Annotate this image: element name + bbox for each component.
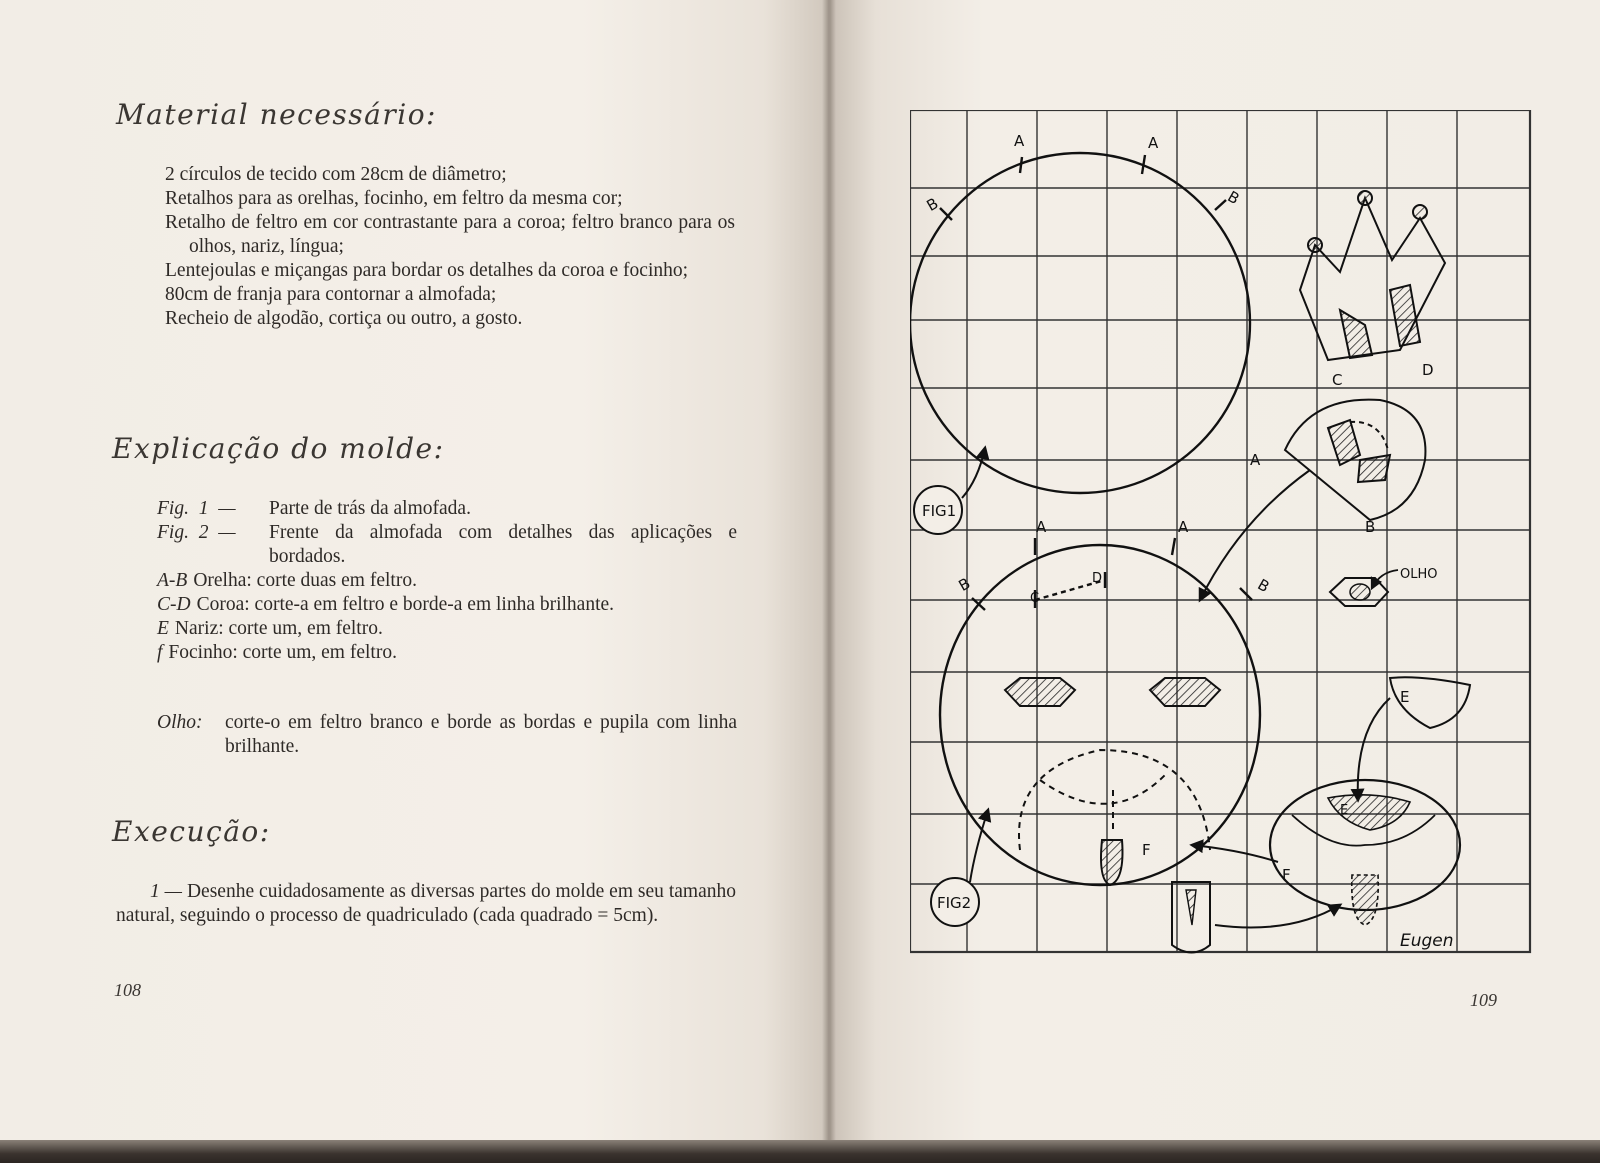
artist-signature: Eugen bbox=[1400, 931, 1454, 951]
ear-arrow bbox=[1200, 470, 1310, 600]
materials-list bbox=[165, 163, 735, 331]
snout-arrow bbox=[1192, 845, 1278, 862]
material-item: 80cm de franja para contornar a almofada; bbox=[165, 284, 497, 305]
tongue-arrow bbox=[1215, 905, 1340, 928]
label-c-fig2: C bbox=[1030, 591, 1040, 606]
mold-item-text: Orelha: corte duas em feltro. bbox=[193, 570, 417, 591]
fig1-badge-text: FIG1 bbox=[922, 502, 957, 520]
label-d-crown: D bbox=[1422, 361, 1434, 379]
mold-item-text: Nariz: corte um, em feltro. bbox=[174, 618, 383, 639]
mold-item-key: E bbox=[157, 618, 169, 639]
page-bottom-edge bbox=[0, 1140, 1600, 1163]
label-d-fig2: D bbox=[1092, 571, 1103, 586]
material-item: Retalhos para as orelhas, focinho, em feltro da mesma cor; bbox=[165, 188, 623, 209]
label-b-ear: B bbox=[1365, 518, 1376, 536]
mold-item bbox=[157, 641, 737, 665]
pattern-figure bbox=[910, 110, 1540, 960]
fig1-back-circle bbox=[910, 153, 1250, 493]
mold-item-key: f bbox=[157, 642, 163, 663]
tongue-detail bbox=[1186, 890, 1196, 925]
fig2-arrow bbox=[970, 810, 988, 882]
mold-heading: Explicação do molde: bbox=[112, 432, 445, 465]
mold-item bbox=[157, 497, 737, 521]
eye-note bbox=[157, 711, 737, 759]
page-number-left: 108 bbox=[114, 980, 141, 1000]
snout-tongue bbox=[1352, 875, 1378, 925]
fig2-front-circle bbox=[940, 538, 1260, 885]
mold-item bbox=[157, 617, 737, 641]
label-e-snout: E bbox=[1340, 803, 1349, 818]
label-b-fig2-right: B bbox=[1254, 575, 1273, 597]
left-eye bbox=[1005, 678, 1075, 706]
material-item: Recheio de algodão, cortiça ou outro, a gosto. bbox=[165, 308, 523, 329]
label-a-ear: A bbox=[1250, 451, 1261, 469]
mold-item-key: Fig. 2 — bbox=[157, 522, 236, 543]
label-a-fig2-left: A bbox=[1036, 518, 1047, 536]
label-a-fig2-right: A bbox=[1178, 518, 1189, 536]
step-number: 1 — bbox=[150, 881, 183, 902]
mold-item bbox=[157, 593, 737, 617]
tongue-small bbox=[1101, 840, 1123, 885]
label-e-nose: E bbox=[1400, 688, 1410, 706]
page-number-right: 109 bbox=[1470, 990, 1497, 1010]
label-b-fig1-left: B bbox=[923, 194, 942, 215]
crown-pattern bbox=[1300, 191, 1445, 360]
mold-item-text: Parte de trás da almofada. bbox=[269, 498, 471, 519]
mold-explanation-list bbox=[157, 497, 737, 665]
book-gutter bbox=[822, 0, 836, 1150]
mold-item bbox=[157, 521, 737, 569]
label-f-snout-piece: F bbox=[1282, 866, 1291, 884]
step-text: Desenhe cuidadosamente as diversas partes do molde em seu tamanho natural, seguindo o processo de quadriculado (cada quadrado = 5cm). bbox=[116, 881, 737, 926]
mold-item-text: Focinho: corte um, em feltro. bbox=[168, 642, 397, 663]
material-item: Retalho de feltro em cor contrastante para a coroa; feltro branco para os olhos, nariz, língua; bbox=[165, 212, 735, 257]
fig2-badge-text: FIG2 bbox=[937, 894, 972, 912]
mold-item bbox=[157, 569, 737, 593]
material-item: 2 círculos de tecido com 28cm de diâmetro; bbox=[165, 164, 507, 185]
label-f-snout: F bbox=[1142, 841, 1151, 859]
label-c-crown: C bbox=[1332, 371, 1343, 389]
label-olho: OLHO bbox=[1400, 567, 1438, 582]
mold-item-text: Coroa: corte-a em feltro e borde-a em linha brilhante. bbox=[196, 594, 615, 615]
mold-item-key: A-B bbox=[157, 570, 188, 591]
execution-step bbox=[116, 880, 736, 928]
eye-note-text: corte-o em feltro branco e borde as bordas e pupila com linha brilhante. bbox=[225, 712, 737, 757]
mold-item-key: C-D bbox=[157, 594, 191, 615]
material-heading: Material necessário: bbox=[116, 98, 437, 131]
label-b-fig2-left: B bbox=[955, 574, 974, 595]
right-eye bbox=[1150, 678, 1220, 706]
label-a-fig1-right: A bbox=[1148, 134, 1159, 152]
eye-note-key: Olho: bbox=[157, 712, 203, 733]
mold-item-key: Fig. 1 — bbox=[157, 498, 236, 519]
nose-arrow bbox=[1358, 698, 1390, 800]
eye-pupil bbox=[1350, 584, 1370, 600]
material-item: Lentejoulas e miçangas para bordar os detalhes da coroa e focinho; bbox=[165, 260, 689, 281]
label-a-fig1-left: A bbox=[1014, 132, 1025, 150]
snout-dashed bbox=[1019, 750, 1210, 850]
label-b-fig1-right: B bbox=[1224, 187, 1243, 209]
mold-item-text: Frente da almofada com detalhes das aplicações e bordados. bbox=[269, 522, 737, 567]
execution-heading: Execução: bbox=[112, 815, 271, 848]
